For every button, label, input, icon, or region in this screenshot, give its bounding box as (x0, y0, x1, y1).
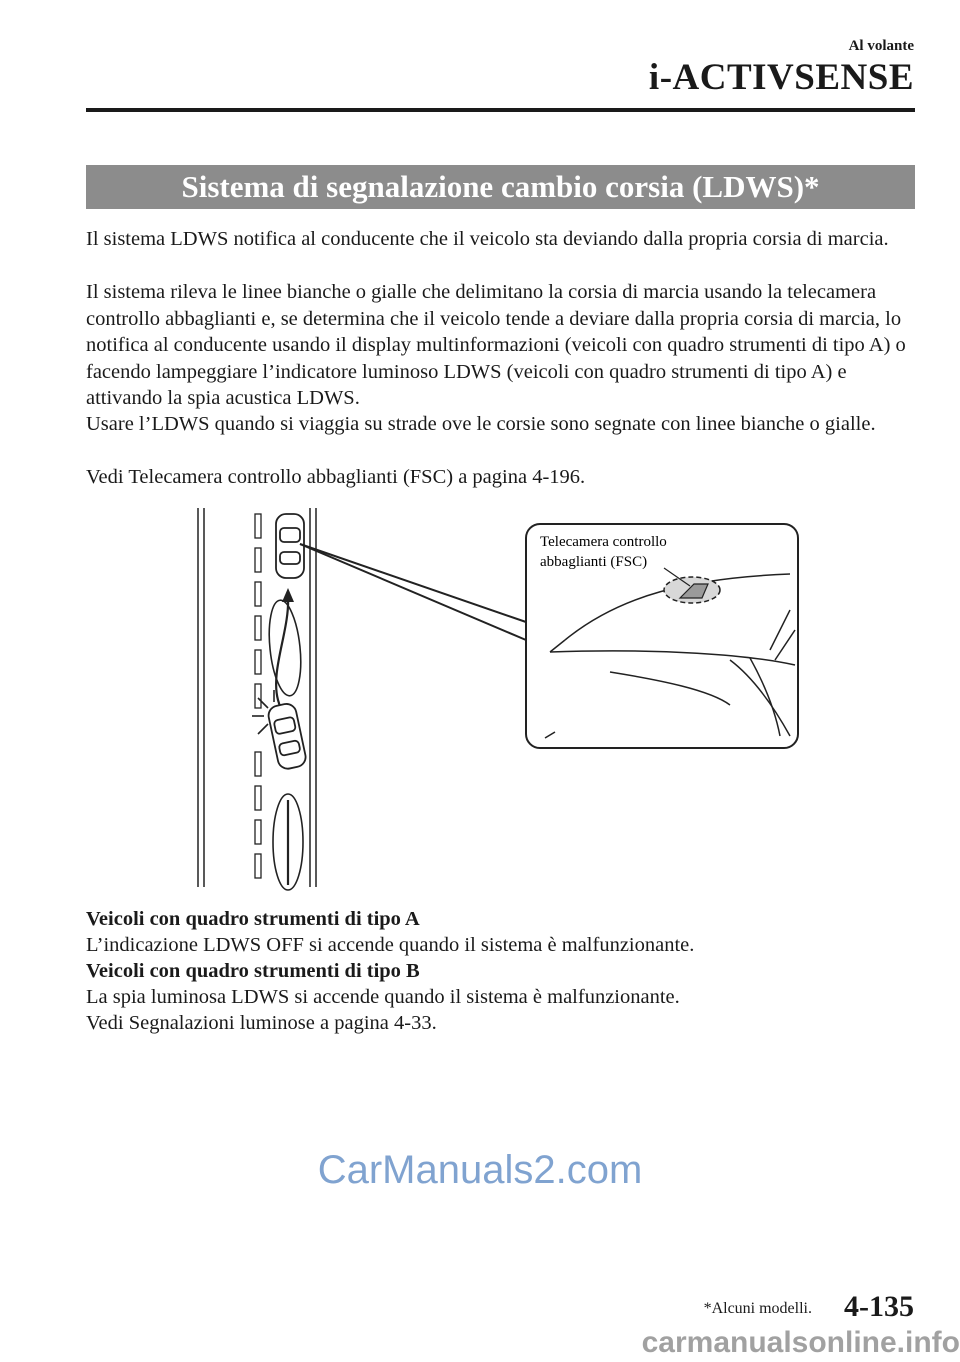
callout-label-2: abbaglianti (FSC) (540, 554, 648, 570)
paragraph-intro: Il sistema LDWS notifica al conducente che il veicolo sta deviando dalla propria corsia di marcia. (86, 228, 889, 250)
note-text-a: L’indicazione LDWS OFF si accende quando il sistema è malfunzionante. (86, 934, 695, 956)
header-chapter: i-ACTIVSENSE (648, 57, 914, 98)
reference-link: Vedi Segnalazioni luminose a pagina 4-33. (86, 1012, 437, 1034)
car-drifting (267, 702, 308, 770)
section-title: Sistema di segnalazione cambio corsia (LDWS)* (86, 165, 915, 209)
lane-divider (255, 514, 261, 878)
footer-site: carmanualsonline.info (641, 1326, 960, 1359)
paragraph-usage: Usare l’LDWS quando si viaggia su strade ove le corsie sono segnate con linee bianche o gialle. (86, 413, 876, 435)
footnote: *Alcuni modelli. (703, 1300, 812, 1317)
callout-label-1: Telecamera controllo (540, 534, 667, 550)
note-heading-b: Veicoli con quadro strumenti di tipo B (86, 960, 420, 982)
page-number: 4-135 (844, 1290, 914, 1323)
header-section: Al volante (848, 38, 914, 54)
header-rule (86, 108, 915, 112)
callout-lines (300, 544, 526, 640)
watermark: CarManuals2.com (317, 1148, 643, 1192)
car-top (276, 514, 304, 578)
note-heading-a: Veicoli con quadro strumenti di tipo A (86, 908, 420, 930)
paragraph-detection: Il sistema rileva le linee bianche o gialle che delimitano la corsia di marcia usando la telecamera controllo abbaglianti e, se determina che il veicolo tende a deviare dalla propria corsia di marcia, lo notifica al conducente usando il display multinformazioni (veicoli con quadro strumenti di tipo A) o facendo lampeggiare l’indicatore luminoso LDWS (veicoli con quadro strumenti di tipo A) e attivando la spia acustica LDWS. (86, 281, 906, 409)
ldws-diagram (190, 500, 810, 892)
note-text-b: La spia luminosa LDWS si accende quando il sistema è malfunzionante. (86, 986, 680, 1008)
paragraph-reference: Vedi Telecamera controllo abbaglianti (FSC) a pagina 4-196. (86, 466, 586, 488)
